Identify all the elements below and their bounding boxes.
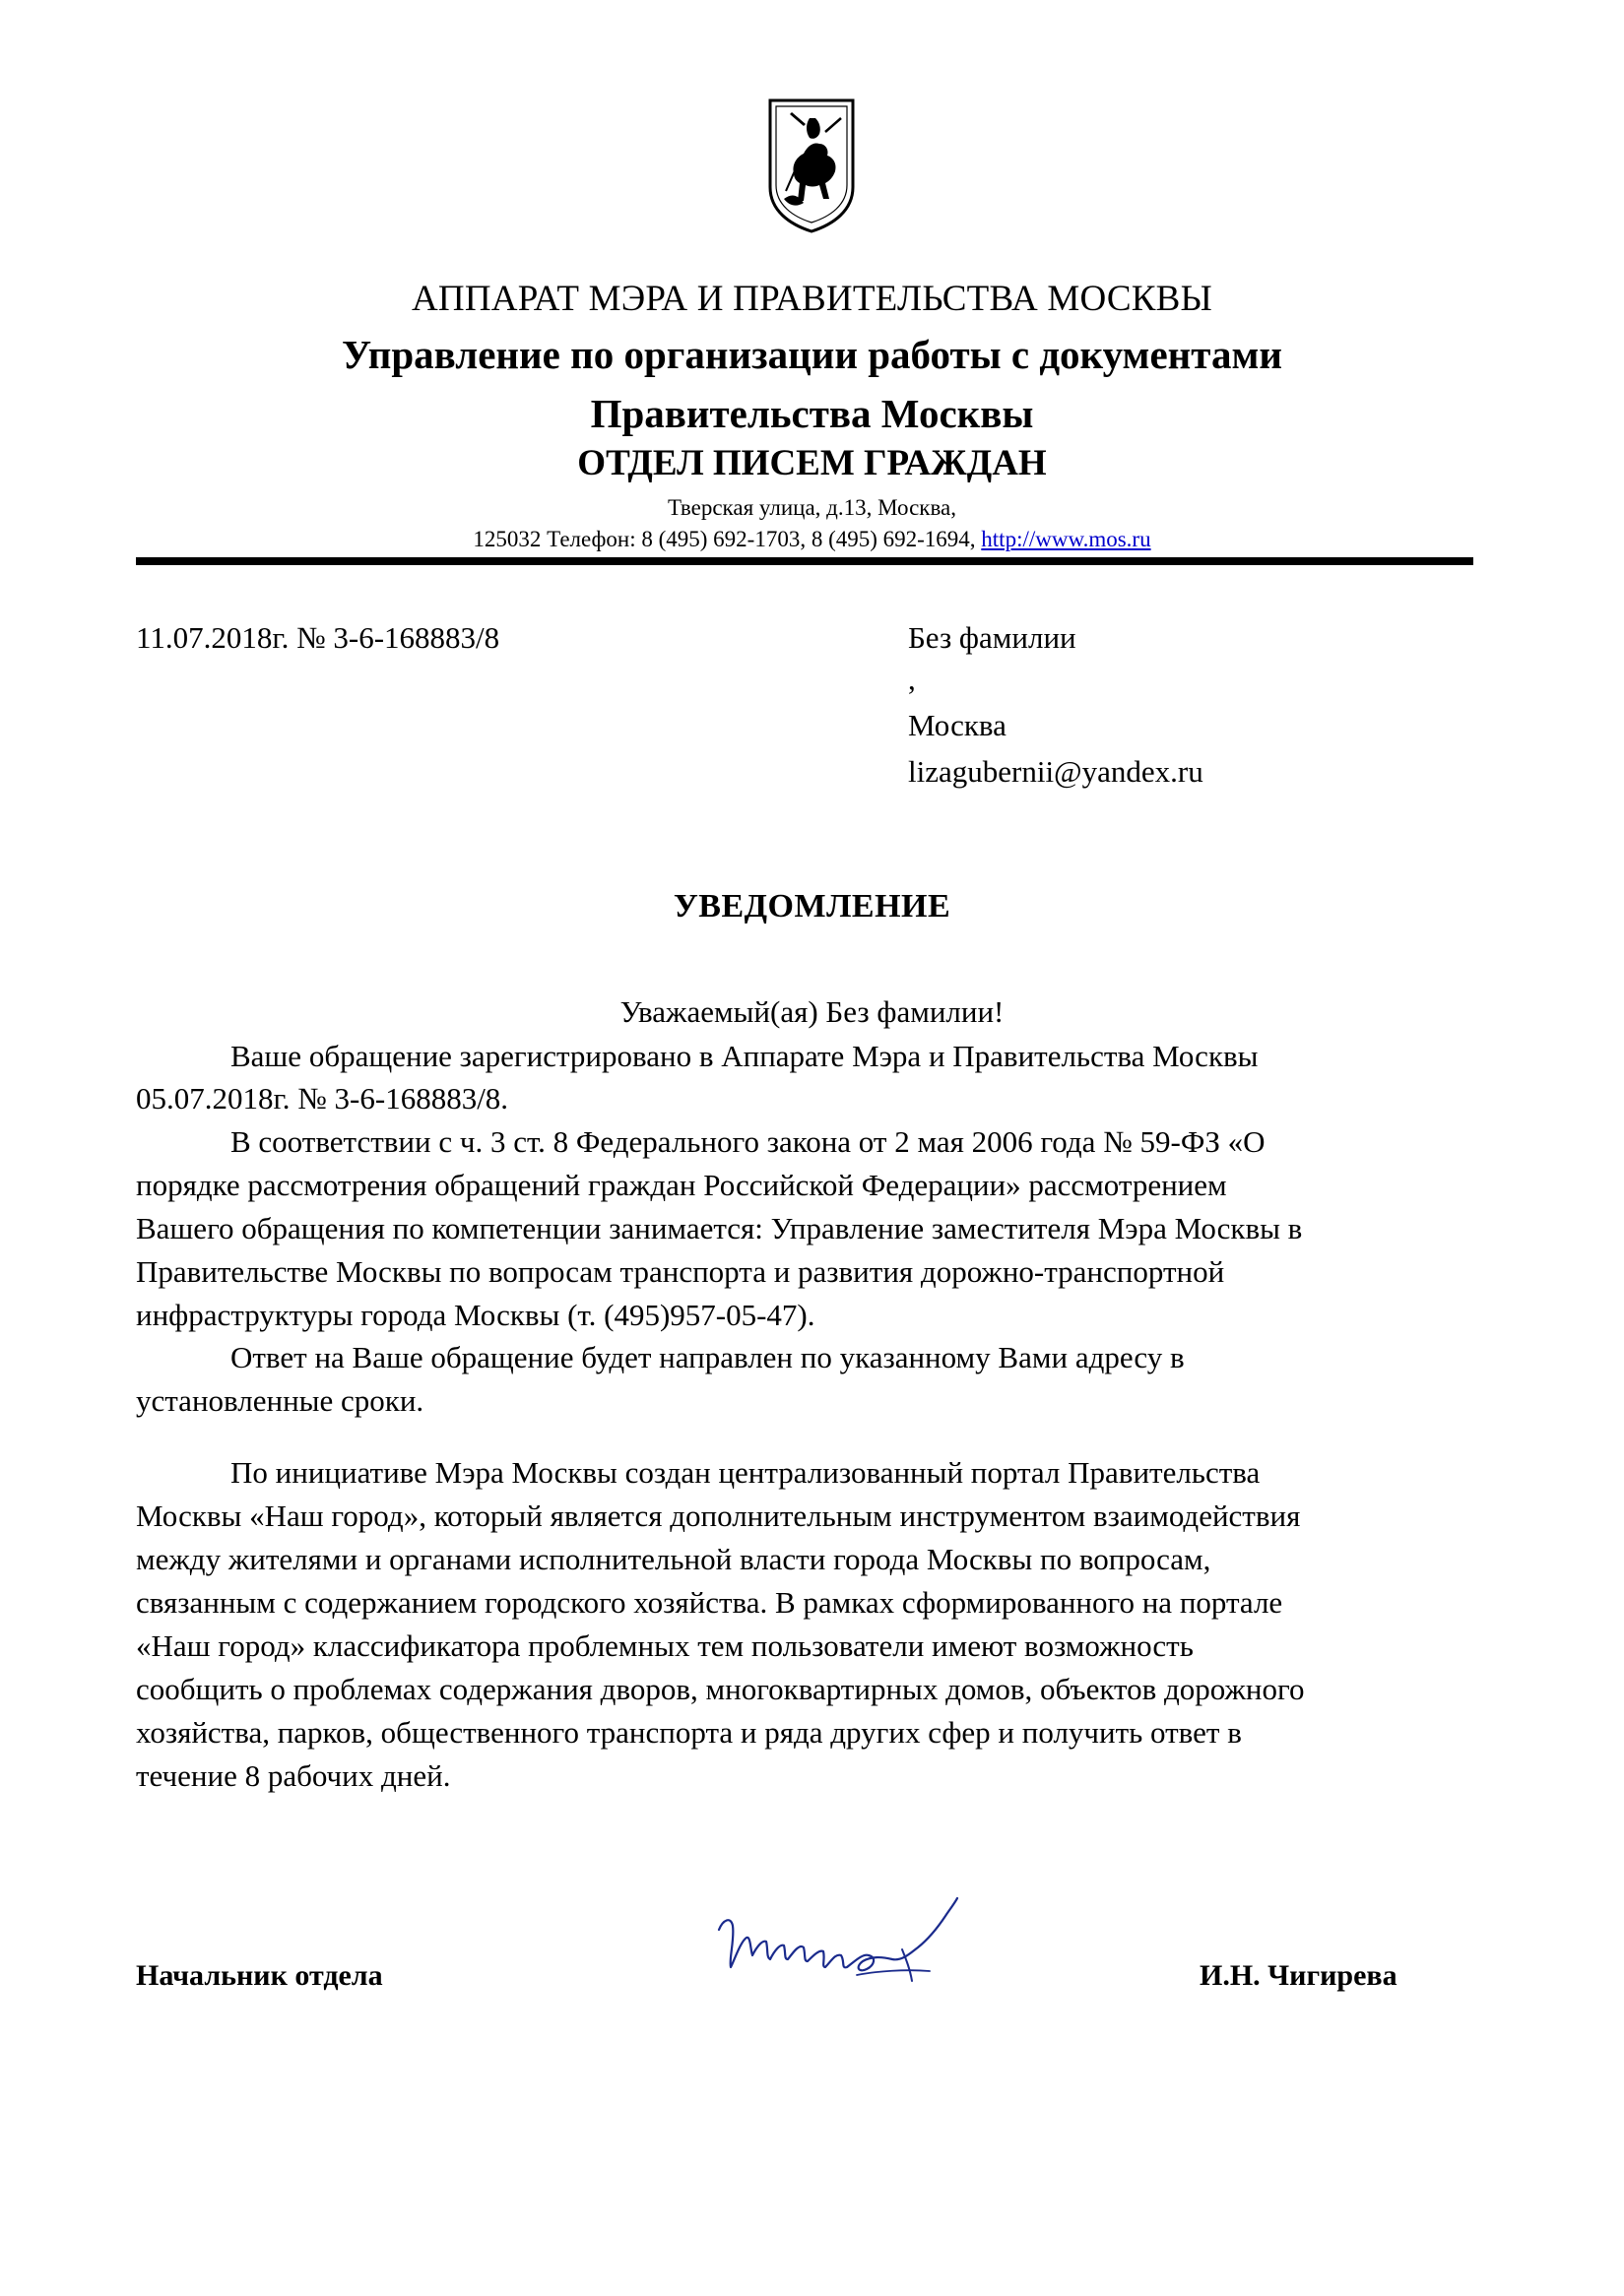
addressee-comma: , [908,662,916,696]
letterhead-otdel: ОТДЕЛ ПИСЕМ ГРАЖДАН [577,443,1047,483]
body-line: сообщить о проблемах содержания дворов, многоквартирных домов, объектов дорожного [136,1672,1305,1706]
handwritten-signature [709,1890,975,1999]
letterhead-divider [136,557,1473,565]
body-line: Москвы «Наш город», который является дополнительным инструментом взаимодействия [136,1499,1301,1533]
body-line: «Наш город» классификатора проблемных тем пользователи имеют возможность [136,1628,1194,1663]
body-line: Ответ на Ваше обращение будет направлен по указанному Вами адресу в [230,1340,1185,1374]
addressee-city: Москва [908,708,1007,742]
letterhead-address-line1: Тверская улица, д.13, Москва, [667,495,956,520]
body-line: В соответствии с ч. 3 ст. 8 Федерального закона от 2 мая 2006 года № 59-ФЗ «О [230,1124,1266,1159]
letterhead-phones: 125032 Телефон: 8 (495) 692-1703, 8 (495) 692-1694, [473,527,982,551]
body-line: установленные сроки. [136,1383,424,1418]
date-and-number: 11.07.2018г. № 3-6-168883/8 [136,620,500,655]
body-line: Вашего обращения по компетенции занимается: Управление заместителя Мэра Москвы в [136,1211,1303,1245]
letterhead-upravlenie-line1: Управление по организации работы с документами [341,332,1283,377]
body-line: связанным с содержанием городского хозяйства. В рамках сформированного на портале [136,1585,1283,1620]
addressee-email: lizagubernii@yandex.ru [908,754,1203,789]
body-line: Правительстве Москвы по вопросам транспорта и развития дорожно-транспортной [136,1254,1225,1289]
salutation: Уважаемый(ая) Без фамилии! [619,994,1005,1029]
moscow-coat-of-arms-icon [764,96,859,234]
body-line: между жителями и органами исполнительной власти города Москвы по вопросам, [136,1542,1211,1576]
letterhead-apparat: АППАРАТ МЭРА И ПРАВИТЕЛЬСТВА МОСКВЫ [412,279,1212,319]
signatory-position: Начальник отдела [136,1959,383,1992]
body-line: инфраструктуры города Москвы (т. (495)957-05-47). [136,1298,815,1332]
website-link[interactable]: http://www.mos.ru [981,527,1151,551]
signatory-name: И.Н. Чигирева [1200,1959,1397,1992]
addressee-name: Без фамилии [908,620,1076,655]
body-line: порядке рассмотрения обращений граждан Российской Федерации» рассмотрением [136,1168,1227,1202]
body-line: течение 8 рабочих дней. [136,1758,451,1793]
document-title: УВЕДОМЛЕНИЕ [673,888,951,925]
body-line: хозяйства, парков, общественного транспорта и ряда других сфер и получить ответ в [136,1715,1242,1750]
letterhead-address-line2 [0,527,1624,552]
letterhead-upravlenie-line2: Правительства Москвы [590,391,1034,436]
body-line: Ваше обращение зарегистрировано в Аппарате Мэра и Правительства Москвы [230,1039,1259,1073]
body-line: По инициативе Мэра Москвы создан централизованный портал Правительства [230,1455,1261,1490]
body-line: 05.07.2018г. № 3-6-168883/8. [136,1081,509,1116]
